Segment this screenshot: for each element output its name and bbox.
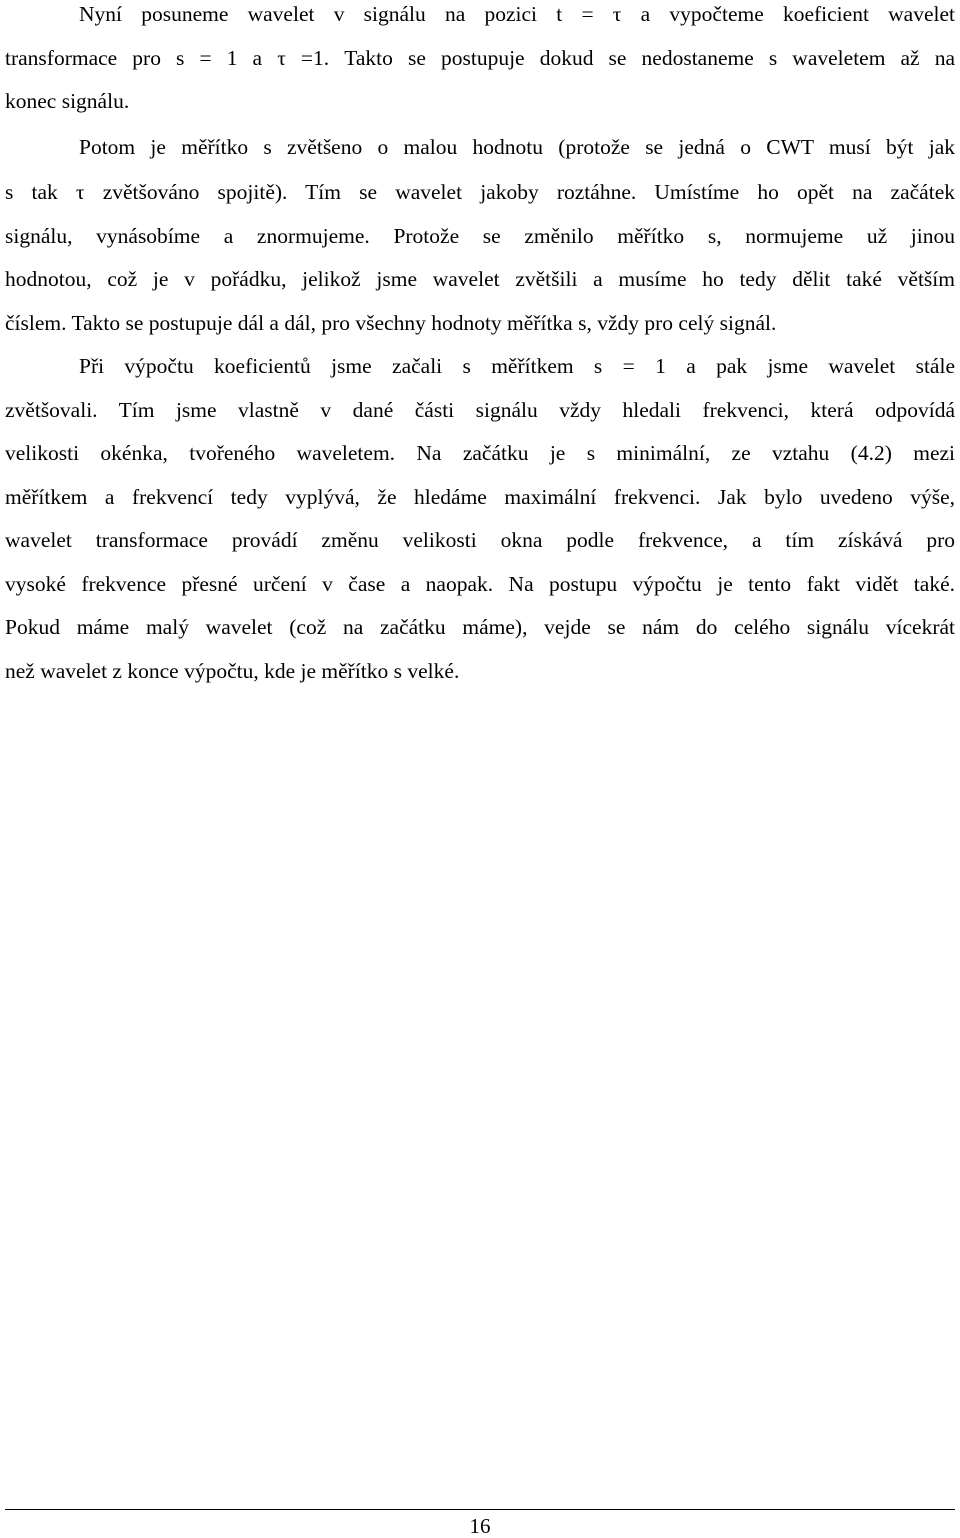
paragraph-2-line-1: Potom je měřítko s zvětšeno o malou hodnotu (protože se jedná o CWT musí být jak (79, 135, 955, 159)
paragraph-3-line-8: než wavelet z konce výpočtu, kde je měřítko s velké. (5, 659, 460, 683)
paragraph-3-line-5: wavelet transformace provádí změnu velikosti okna podle frekvence, a tím získává pro (5, 528, 955, 552)
paragraph-1-line-2: transformace pro s = 1 a τ =1. Takto se postupuje dokud se nedostaneme s waveletem až na (5, 46, 955, 70)
paragraph-3-line-4: měřítkem a frekvencí tedy vyplývá, že hledáme maximální frekvenci. Jak bylo uvedeno výše, (5, 485, 955, 509)
paragraph-2-line-4: hodnotou, což je v pořádku, jelikož jsme wavelet zvětšili a musíme ho tedy dělit také větším (5, 267, 955, 291)
paragraph-3-line-7: Pokud máme malý wavelet (což na začátku máme), vejde se nám do celého signálu vícekrát (5, 615, 955, 639)
paragraph-2-line-3: signálu, vynásobíme a znormujeme. Protože se změnilo měřítko s, normujeme už jinou (5, 224, 955, 248)
footer-divider (5, 1509, 955, 1510)
paragraph-3-line-6: vysoké frekvence přesné určení v čase a naopak. Na postupu výpočtu je tento fakt vidět také. (5, 572, 955, 596)
paragraph-3-line-2: zvětšovali. Tím jsme vlastně v dané části signálu vždy hledali frekvenci, která odpovídá (5, 398, 955, 422)
paragraph-1-line-1: Nyní posuneme wavelet v signálu na pozici t = τ a vypočteme koeficient wavelet (79, 2, 955, 26)
page-number: 16 (469, 1514, 491, 1538)
paragraph-2-line-5: číslem. Takto se postupuje dál a dál, pro všechny hodnoty měřítka s, vždy pro celý signál. (5, 311, 777, 335)
paragraph-2-line-2: s tak τ zvětšováno spojitě). Tím se wavelet jakoby roztáhne. Umístíme ho opět na začátek (5, 180, 955, 204)
paragraph-1-line-3: konec signálu. (5, 89, 130, 113)
paragraph-3-line-3: velikosti okénka, tvořeného waveletem. Na začátku je s minimální, ze vztahu (4.2) mezi (5, 441, 955, 465)
paragraph-3-line-1: Při výpočtu koeficientů jsme začali s měřítkem s = 1 a pak jsme wavelet stále (79, 354, 955, 378)
